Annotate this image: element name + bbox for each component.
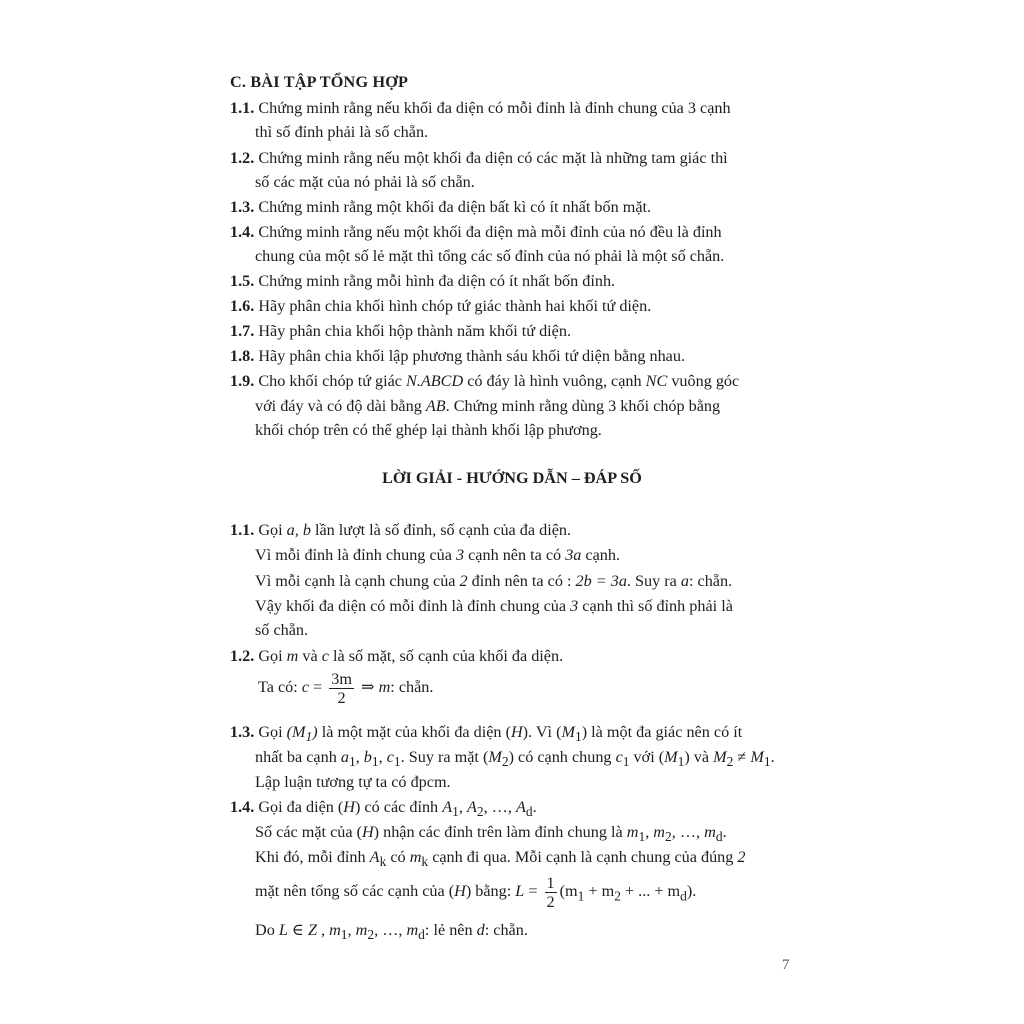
solution-1-1-line: số chẵn. — [255, 621, 309, 639]
solutions-title: LỜI GIẢI - HƯỚNG DẪN – ĐÁP SỐ — [382, 469, 642, 487]
solution-1-4-line: Do L ∈ Z , $m_1$, $m_2$, …, $m_d$: lẻ nên d: chẵn. — [255, 921, 528, 943]
solution-1-1-line: Vì mỗi cạnh là cạnh chung của 2 đỉnh nên ta có : 2b = 3a. Suy ra a: chẵn. — [255, 572, 733, 590]
exercise-number: 1.4. — [230, 223, 255, 241]
solution-1-1-line: Vì mỗi đỉnh là đỉnh chung của 3 cạnh nên ta có 3a cạnh. — [255, 546, 621, 564]
solution-1-3: 1.3. Gọi $(M_1)$ là một mặt của khối đa diện (H). Vì $(M_1)$ là một đa giác nên có ít — [230, 723, 743, 745]
exercise-1-6: 1.6. Hãy phân chia khối hình chóp tứ giác thành hai khối tứ diện. — [230, 297, 652, 315]
exercise-1-9-cont2: khối chóp trên có thể ghép lại thành khối lập phương. — [255, 421, 602, 439]
fraction: $\frac{3m}{2}$ — [331, 670, 352, 707]
solution-number: 1.4. — [230, 798, 255, 816]
solution-number: 1.2. — [230, 647, 255, 665]
solution-1-1: 1.1. Gọi a, b lần lượt là số đỉnh, số cạnh của đa diện. — [230, 521, 572, 539]
solution-1-1-line: Vậy khối đa diện có mỗi đỉnh là đỉnh chung của 3 cạnh thì số đỉnh phải là — [255, 597, 733, 615]
solution-number: 1.3. — [230, 723, 255, 741]
exercise-number: 1.5. — [230, 272, 255, 290]
exercise-number: 1.7. — [230, 322, 255, 340]
solution-1-4-line: Khi đó, mỗi đỉnh $A_k$ có $m_k$ cạnh đi qua. Mỗi cạnh là cạnh chung của đúng 2 — [255, 848, 746, 870]
exercise-1-5: 1.5. Chứng minh rằng mỗi hình đa diện có ít nhất bốn đỉnh. — [230, 272, 616, 290]
exercise-1-4: 1.4. Chứng minh rằng nếu một khối đa diện mà mỗi đỉnh của nó đều là đỉnh — [230, 223, 722, 241]
exercise-1-2-cont: số các mặt của nó phải là số chẵn. — [255, 173, 475, 191]
exercise-1-3: 1.3. Chứng minh rằng một khối đa diện bất kì có ít nhất bốn mặt. — [230, 198, 652, 216]
solution-1-3-line: nhất ba cạnh $a_1$, $b_1$, $c_1$. Suy ra mặt $(M_2)$ có cạnh chung $c_1$ với $(M_1)$ và $M_2 \ne M_1$. — [255, 748, 775, 770]
solution-1-4-formula: mặt nên tổng số các cạnh của (H) bằng: L = $\frac{1}{2}$ ($m_1 + m_2$ + ... + $m_d$). — [255, 874, 697, 911]
exercise-1-8: 1.8. Hãy phân chia khối lập phương thành sáu khối tứ diện bằng nhau. — [230, 347, 685, 365]
exercise-1-4-cont: chung của một số lẻ mặt thì tổng các số đỉnh của nó phải là một số chẵn. — [255, 247, 725, 265]
exercise-1-7: 1.7. Hãy phân chia khối hộp thành năm khối tứ diện. — [230, 322, 572, 340]
solution-1-2-formula: Ta có: c = $\frac{3m}{2}$ ⇒ m: chẵn. — [258, 670, 434, 707]
solution-1-4-line: Số các mặt của (H) nhận các đỉnh trên làm đỉnh chung là $m_1$, $m_2$, …, $m_d$. — [255, 823, 727, 845]
section-title: C. BÀI TẬP TỔNG HỢP — [230, 73, 409, 91]
solution-1-3-line: Lập luận tương tự ta có đpcm. — [255, 773, 451, 791]
exercise-1-9-cont: với đáy và có độ dài bằng AB. Chứng minh rằng dùng 3 khối chóp bằng — [255, 397, 721, 415]
fraction: $\frac{1}{2}$ — [546, 874, 555, 911]
exercise-number: 1.1. — [230, 99, 255, 117]
exercise-number: 1.2. — [230, 149, 255, 167]
exercise-1-1: 1.1. Chứng minh rằng nếu khối đa diện có mỗi đỉnh là đỉnh chung của 3 cạnh — [230, 99, 731, 117]
solution-1-2: 1.2. Gọi m và c là số mặt, số cạnh của khối đa diện. — [230, 647, 564, 665]
solution-number: 1.1. — [230, 521, 255, 539]
exercise-1-9: 1.9. Cho khối chóp tứ giác N.ABCD có đáy là hình vuông, cạnh NC vuông góc — [230, 372, 740, 390]
solution-1-4: 1.4. Gọi đa diện (H) có các đỉnh $A_1$, $A_2$, …, $A_d$. — [230, 798, 537, 820]
exercise-1-2: 1.2. Chứng minh rằng nếu một khối đa diện có các mặt là những tam giác thì — [230, 149, 728, 167]
exercise-number: 1.9. — [230, 372, 255, 390]
exercise-number: 1.6. — [230, 297, 255, 315]
exercise-number: 1.3. — [230, 198, 255, 216]
exercise-1-1-cont: thì số đỉnh phải là số chẵn. — [255, 123, 429, 141]
exercise-number: 1.8. — [230, 347, 255, 365]
page-number: 7 — [782, 957, 790, 973]
